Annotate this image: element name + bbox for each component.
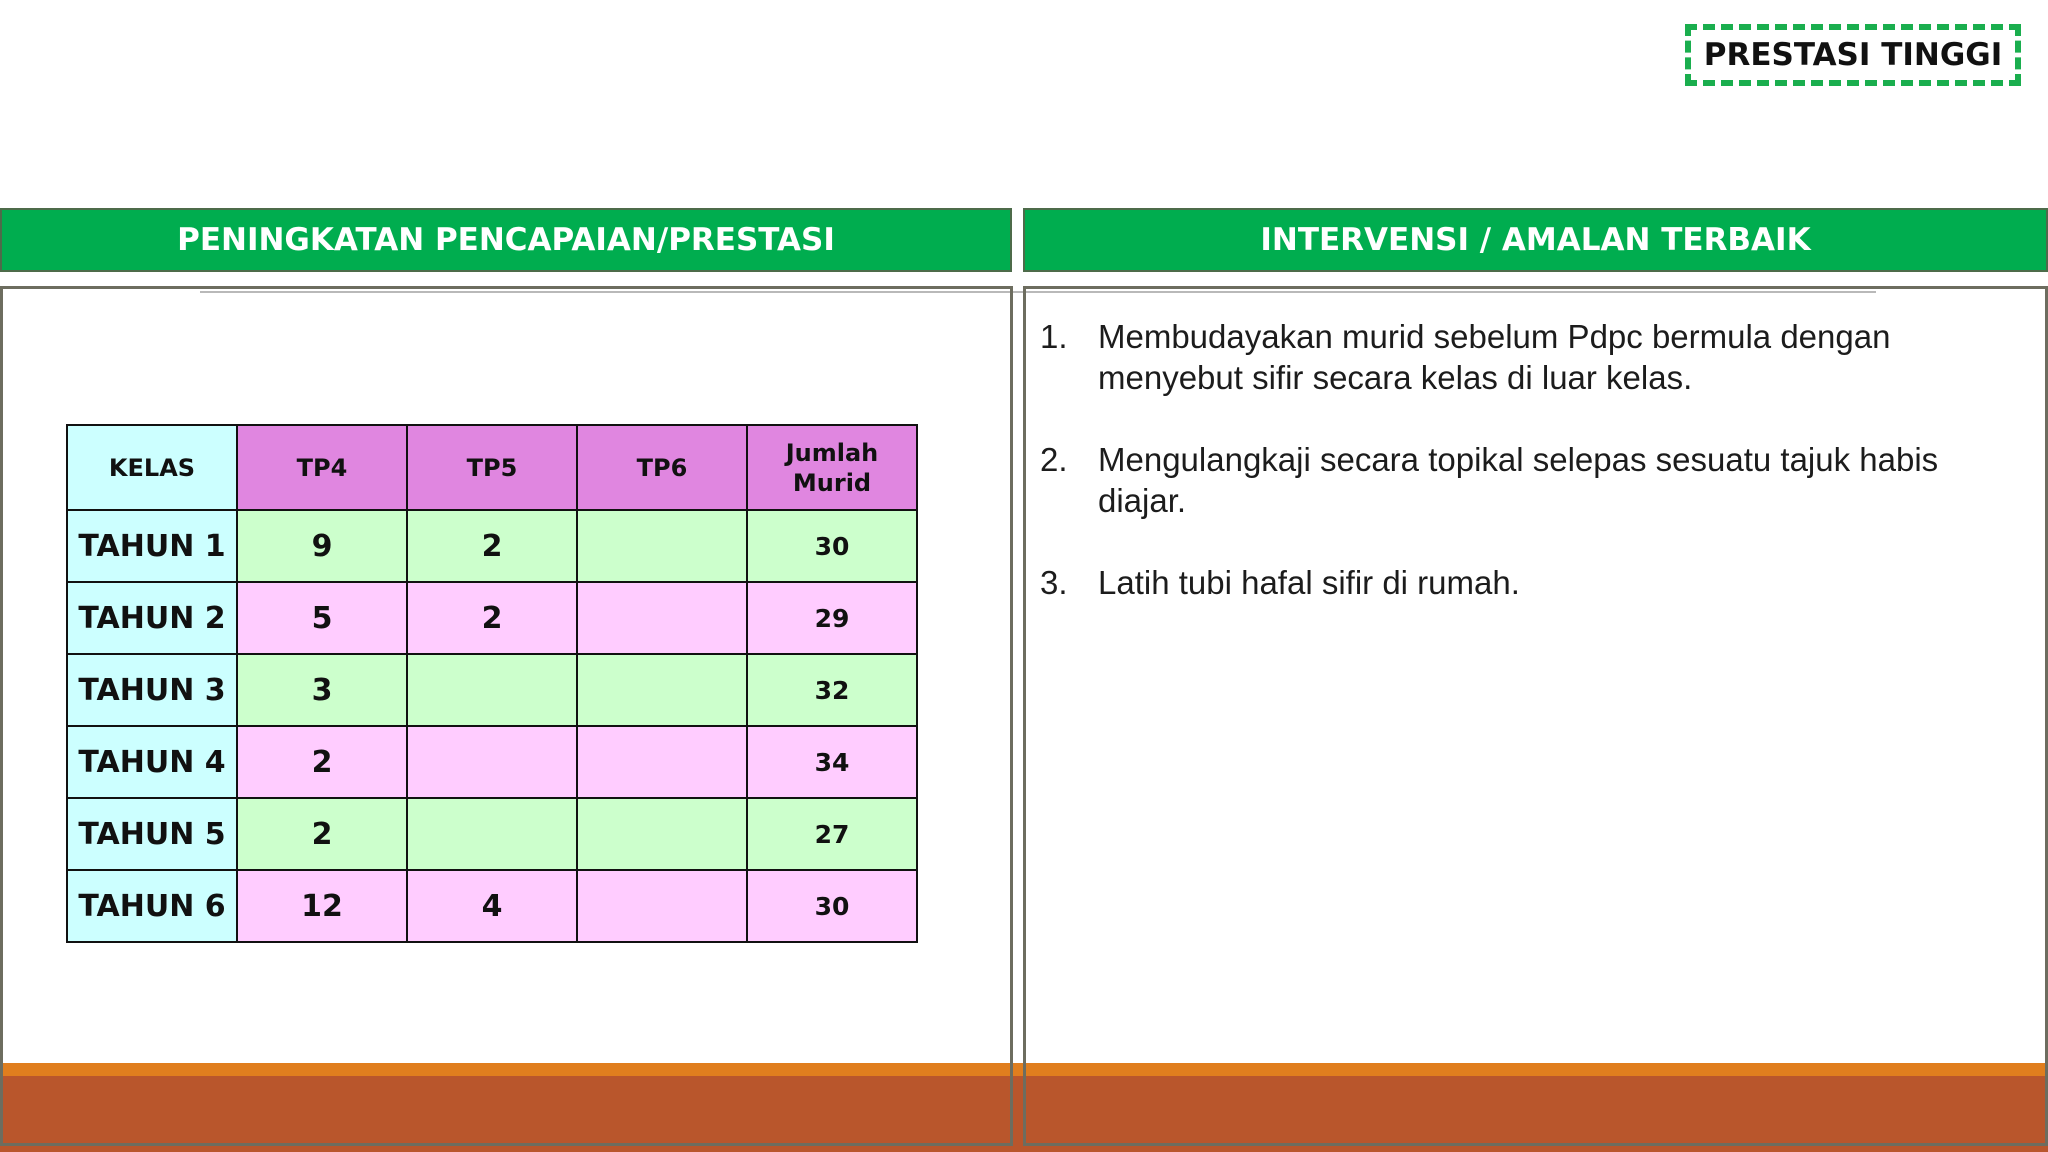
list-item-text: Mengulangkaji secara topikal selepas sesuatu tajuk habis diajar.	[1098, 441, 1939, 519]
header-tp4: TP4	[237, 425, 407, 510]
jumlah-cell: 30	[747, 510, 917, 582]
tp5-cell: 2	[407, 582, 577, 654]
kelas-cell: TAHUN 1	[67, 510, 237, 582]
jumlah-cell: 27	[747, 798, 917, 870]
list-item-number: 1.	[1040, 318, 1068, 355]
list-item-text: Latih tubi hafal sifir di rumah.	[1098, 564, 1520, 601]
tp4-cell: 2	[237, 798, 407, 870]
header-tp6: TP6	[577, 425, 747, 510]
tp5-cell: 4	[407, 870, 577, 942]
kelas-cell: TAHUN 3	[67, 654, 237, 726]
header-tp5: TP5	[407, 425, 577, 510]
left-panel-title: PENINGKATAN PENCAPAIAN/PRESTASI	[177, 222, 835, 258]
list-item-number: 3.	[1040, 564, 1068, 601]
list-item-number: 2.	[1040, 441, 1068, 478]
kelas-cell: TAHUN 6	[67, 870, 237, 942]
right-panel-header	[1023, 208, 2048, 272]
tp4-cell: 2	[237, 726, 407, 798]
jumlah-cell: 32	[747, 654, 917, 726]
tp4-cell: 9	[237, 510, 407, 582]
tp4-cell: 5	[237, 582, 407, 654]
left-panel-header	[0, 208, 1012, 272]
right-panel	[1023, 286, 2048, 1146]
kelas-cell: TAHUN 2	[67, 582, 237, 654]
tp4-cell: 12	[237, 870, 407, 942]
list-item-text: Membudayakan murid sebelum Pdpc bermula dengan menyebut sifir secara kelas di luar kelas.	[1098, 318, 1891, 396]
kelas-cell: TAHUN 4	[67, 726, 237, 798]
kelas-cell: TAHUN 5	[67, 798, 237, 870]
tp4-cell: 3	[237, 654, 407, 726]
header-kelas: KELAS	[67, 425, 237, 510]
header-jumlah-murid-label: Jumlah Murid	[785, 438, 879, 497]
jumlah-cell: 34	[747, 726, 917, 798]
left-panel	[0, 286, 1013, 1146]
jumlah-cell: 30	[747, 870, 917, 942]
badge-label: PRESTASI TINGGI	[1703, 37, 2003, 73]
right-panel-title: INTERVENSI / AMALAN TERBAIK	[1260, 222, 1811, 258]
prestasi-badge	[1685, 24, 2021, 86]
tp5-cell: 2	[407, 510, 577, 582]
jumlah-cell: 29	[747, 582, 917, 654]
